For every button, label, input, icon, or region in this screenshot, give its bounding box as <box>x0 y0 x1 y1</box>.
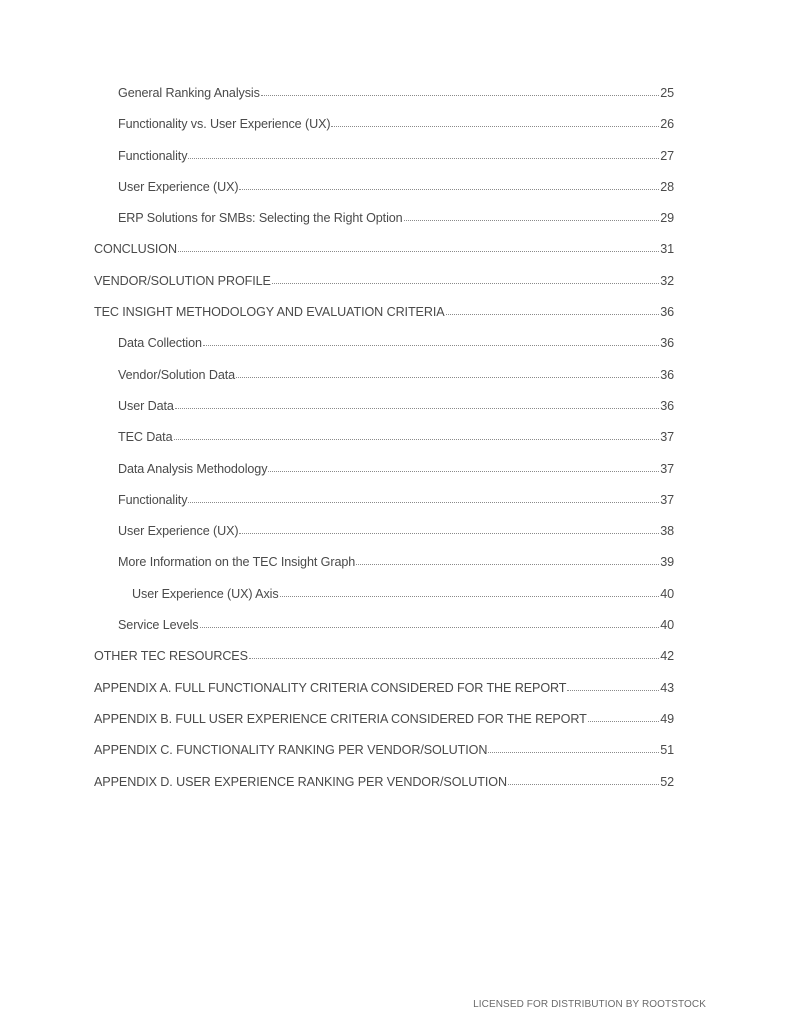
toc-entry-title: User Experience (UX) <box>118 524 239 539</box>
toc-entry-page-number: 40 <box>660 586 674 601</box>
toc-dot-leader <box>488 752 659 753</box>
toc-entry-title: APPENDIX B. FULL USER EXPERIENCE CRITERIA CONSIDERED FOR THE REPORT <box>94 711 587 726</box>
toc-entry-page-number: 39 <box>660 555 674 570</box>
toc-entry-title: APPENDIX D. USER EXPERIENCE RANKING PER VENDOR/SOLUTION <box>94 774 507 789</box>
toc-dot-leader <box>567 690 659 691</box>
toc-dot-leader <box>200 627 660 628</box>
toc-entry-page-number: 37 <box>660 430 674 445</box>
toc-dot-leader <box>174 439 660 440</box>
toc-entry-title: VENDOR/SOLUTION PROFILE <box>94 273 271 288</box>
toc-entry[interactable] <box>0 587 674 618</box>
toc-entry[interactable] <box>0 555 674 586</box>
toc-dot-leader <box>268 471 659 472</box>
toc-entry-page-number: 37 <box>660 461 674 476</box>
toc-dot-leader <box>239 189 659 190</box>
toc-entry-page-number: 38 <box>660 524 674 539</box>
toc-dot-leader <box>203 345 659 346</box>
toc-entry-title: User Experience (UX) <box>118 179 239 194</box>
toc-entry-page-number: 42 <box>660 649 674 664</box>
toc-dot-leader <box>261 95 659 96</box>
toc-entry-page-number: 37 <box>660 492 674 507</box>
toc-entry[interactable] <box>0 462 674 493</box>
toc-entry[interactable] <box>0 618 674 649</box>
toc-entry[interactable] <box>0 399 674 430</box>
toc-dot-leader <box>331 126 659 127</box>
toc-entry-page-number: 51 <box>660 743 674 758</box>
toc-entry[interactable] <box>0 149 674 180</box>
toc-entry[interactable] <box>0 86 674 117</box>
table-of-contents <box>0 86 800 806</box>
toc-entry-title: Data Collection <box>118 336 202 351</box>
toc-entry-title: Functionality vs. User Experience (UX) <box>118 117 331 132</box>
toc-entry-title: Service Levels <box>118 618 199 633</box>
toc-entry[interactable] <box>0 180 674 211</box>
toc-entry[interactable] <box>0 368 674 399</box>
toc-entry-page-number: 32 <box>660 273 674 288</box>
toc-dot-leader <box>272 283 659 284</box>
toc-entry-page-number: 29 <box>660 211 674 226</box>
toc-entry-title: User Data <box>118 398 174 413</box>
toc-entry[interactable] <box>0 305 674 336</box>
toc-entry-page-number: 27 <box>660 148 674 163</box>
toc-entry-page-number: 36 <box>660 367 674 382</box>
toc-entry-page-number: 36 <box>660 398 674 413</box>
toc-entry[interactable] <box>0 242 674 273</box>
toc-dot-leader <box>356 564 659 565</box>
toc-entry-page-number: 28 <box>660 179 674 194</box>
toc-dot-leader <box>178 251 659 252</box>
toc-entry-page-number: 26 <box>660 117 674 132</box>
footer-license-text: LICENSED FOR DISTRIBUTION BY ROOTSTOCK <box>473 999 706 1010</box>
toc-entry[interactable] <box>0 775 674 806</box>
toc-entry-title: User Experience (UX) Axis <box>132 586 279 601</box>
toc-entry[interactable] <box>0 649 674 680</box>
toc-entry-title: APPENDIX A. FULL FUNCTIONALITY CRITERIA CONSIDERED FOR THE REPORT <box>94 680 567 695</box>
toc-entry-page-number: 43 <box>660 680 674 695</box>
toc-entry-title: More Information on the TEC Insight Graph <box>118 555 356 570</box>
toc-entry-title: TEC Data <box>118 430 173 445</box>
toc-entry-page-number: 31 <box>660 242 674 257</box>
toc-entry-title: General Ranking Analysis <box>118 86 260 100</box>
toc-dot-leader <box>404 220 660 221</box>
toc-dot-leader <box>588 721 659 722</box>
toc-entry-page-number: 49 <box>660 711 674 726</box>
toc-entry[interactable] <box>0 336 674 367</box>
toc-entry-title: Vendor/Solution Data <box>118 367 236 382</box>
toc-dot-leader <box>280 596 660 597</box>
toc-dot-leader <box>188 158 659 159</box>
toc-dot-leader <box>236 377 659 378</box>
toc-dot-leader <box>508 784 659 785</box>
toc-entry[interactable] <box>0 681 674 712</box>
toc-entry[interactable] <box>0 274 674 305</box>
toc-entry-page-number: 52 <box>660 774 674 789</box>
toc-entry[interactable] <box>0 743 674 774</box>
toc-entry-title: Functionality <box>118 148 188 163</box>
toc-entry-title: Data Analysis Methodology <box>118 461 268 476</box>
toc-entry[interactable] <box>0 430 674 461</box>
toc-entry-page-number: 36 <box>660 336 674 351</box>
toc-entry-page-number: 36 <box>660 305 674 320</box>
toc-entry-title: CONCLUSION <box>94 242 177 257</box>
toc-entry-title: APPENDIX C. FUNCTIONALITY RANKING PER VENDOR/SOLUTION <box>94 743 488 758</box>
toc-entry[interactable] <box>0 493 674 524</box>
toc-entry[interactable] <box>0 211 674 242</box>
toc-dot-leader <box>446 314 660 315</box>
toc-entry-title: TEC INSIGHT METHODOLOGY AND EVALUATION CRITERIA <box>94 305 445 320</box>
toc-entry[interactable] <box>0 117 674 148</box>
toc-dot-leader <box>249 658 659 659</box>
toc-entry-title: ERP Solutions for SMBs: Selecting the Right Option <box>118 211 403 226</box>
toc-entry-page-number: 25 <box>660 86 674 100</box>
toc-entry-title: OTHER TEC RESOURCES <box>94 649 248 664</box>
toc-dot-leader <box>175 408 659 409</box>
toc-entry[interactable] <box>0 524 674 555</box>
toc-entry-page-number: 40 <box>660 618 674 633</box>
toc-entry-title: Functionality <box>118 492 188 507</box>
toc-dot-leader <box>188 502 659 503</box>
toc-entry[interactable] <box>0 712 674 743</box>
toc-dot-leader <box>239 533 659 534</box>
